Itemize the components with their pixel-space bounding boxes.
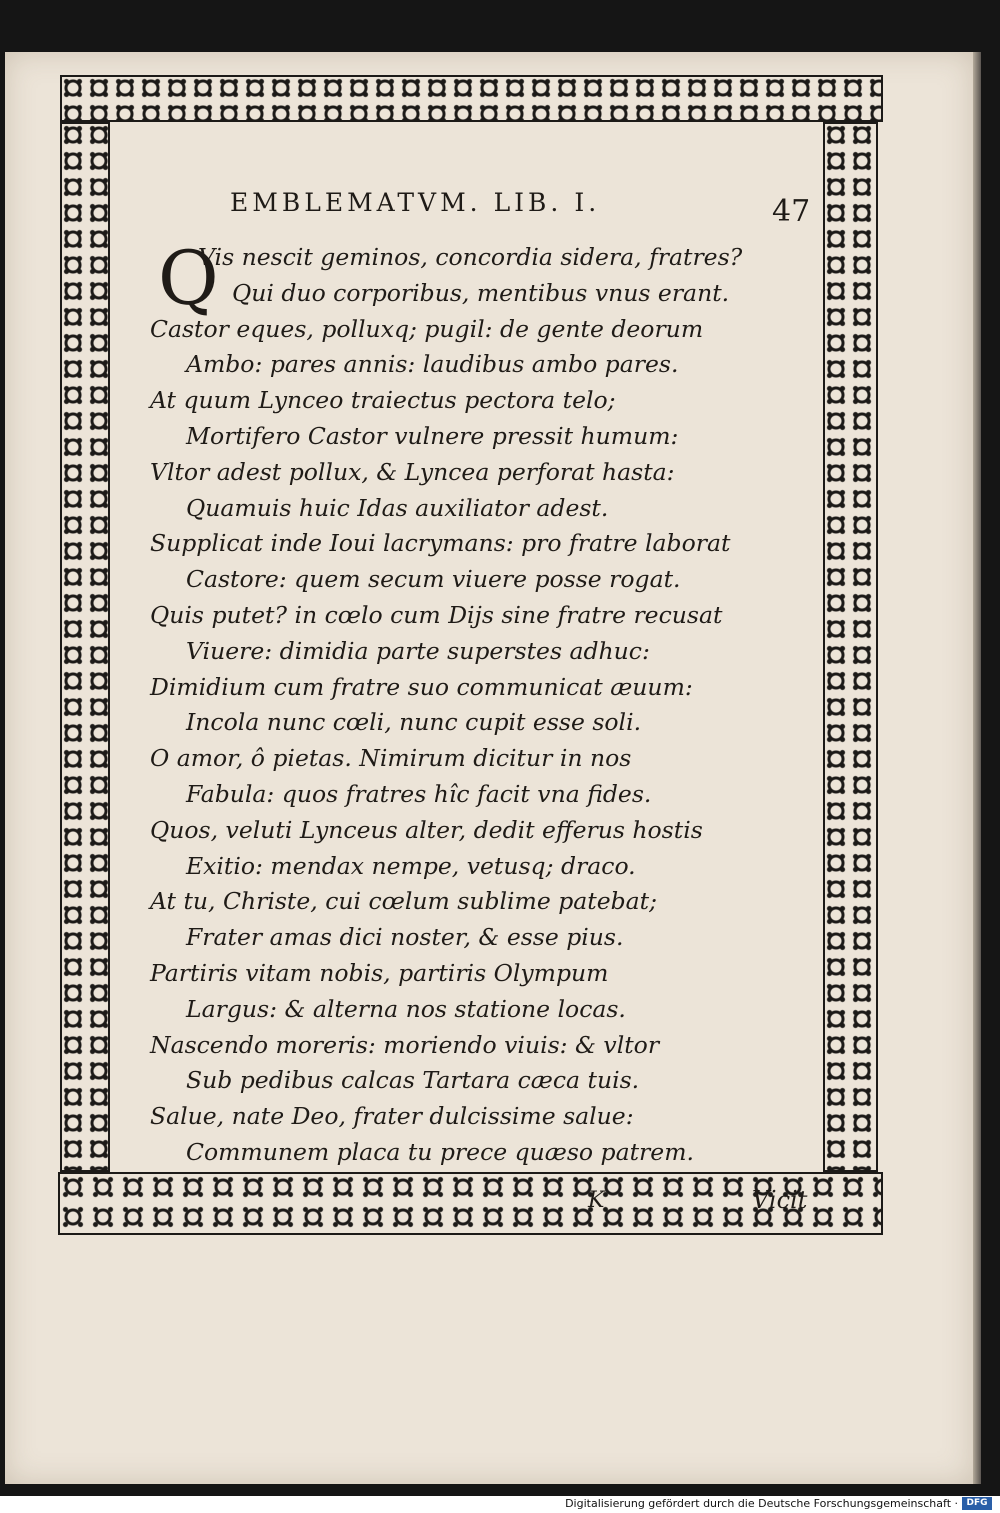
funding-credit: Digitalisierung gefördert durch die Deutsche Forschungsgemeinschaft ·	[565, 1497, 958, 1510]
poem-line: Frater amas dici noster, & esse pius.	[186, 923, 624, 952]
poem-line: At tu, Christe, cui cœlum sublime patebat;	[150, 887, 658, 916]
poem-line: Viuere: dimidia parte superstes adhuc:	[186, 636, 650, 665]
ornamental-border-right	[823, 122, 878, 1172]
poem-line: Supplicat inde Ioui lacrymans: pro fratre laborat	[150, 529, 731, 558]
poem-line: Nascendo moreris: moriendo viuis: & vltor	[150, 1030, 660, 1059]
poem-line: Exitio: mendax nempe, vetusq; draco.	[186, 851, 636, 880]
poem-line: Salue, nate Deo, frater dulcissime salue:	[150, 1102, 634, 1131]
drop-cap: Q	[158, 236, 219, 322]
poem-line: Dimidium cum fratre suo communicat æuum:	[150, 672, 693, 701]
poem-line: Quis putet? in cœlo cum Dijs sine fratre recusat	[150, 600, 723, 629]
poem-line: Mortifero Castor vulnere pressit humum:	[186, 421, 679, 450]
poem-line: Incola nunc cœli, nunc cupit esse soli.	[186, 708, 642, 737]
poem-line: Quamuis huic Idas auxiliator adest.	[186, 493, 609, 522]
page-number: 47	[772, 194, 811, 229]
poem-line: Castore: quem secum viuere posse rogat.	[186, 565, 681, 594]
poem-line: Fabula: quos fratres hîc facit vna fides.	[186, 779, 652, 808]
ornamental-border-top	[60, 75, 883, 122]
poem-line: Ambo: pares annis: laudibus ambo pares.	[186, 350, 679, 379]
running-head: EMBLEMATVM. LIB. I.	[230, 188, 601, 217]
poem-line: Sub pedibus calcas Tartara cæca tuis.	[186, 1066, 640, 1095]
ornamental-border-left	[60, 122, 110, 1172]
poem-line: O amor, ô pietas. Nimirum dicitur in nos	[150, 744, 632, 773]
poem-line: Quos, veluti Lynceus alter, dedit efferus hostis	[150, 815, 703, 844]
poem-line: Largus: & alterna nos statione locas.	[186, 994, 626, 1023]
dfg-logo[interactable]: DFG	[962, 1497, 992, 1510]
poem-line: Qui duo corporibus, mentibus vnus erant.	[232, 278, 730, 307]
poem-line: At quum Lynceo traiectus pectora telo;	[150, 386, 616, 415]
poem-text	[150, 236, 790, 1171]
catchword: Vicit	[752, 1186, 808, 1214]
poem-line: Communem placa tu prece quæso patrem.	[186, 1137, 694, 1166]
page-edge	[973, 52, 981, 1484]
poem-line: Vis nescit geminos, concordia sidera, fratres?	[198, 243, 743, 271]
signature-mark: K	[588, 1188, 605, 1213]
poem-line: Vltor adest pollux, & Lyncea perforat hasta:	[150, 457, 675, 486]
poem-line: Castor eques, polluxq; pugil: de gente deorum	[150, 314, 704, 343]
poem-line: Partiris vitam nobis, partiris Olympum	[150, 958, 609, 987]
